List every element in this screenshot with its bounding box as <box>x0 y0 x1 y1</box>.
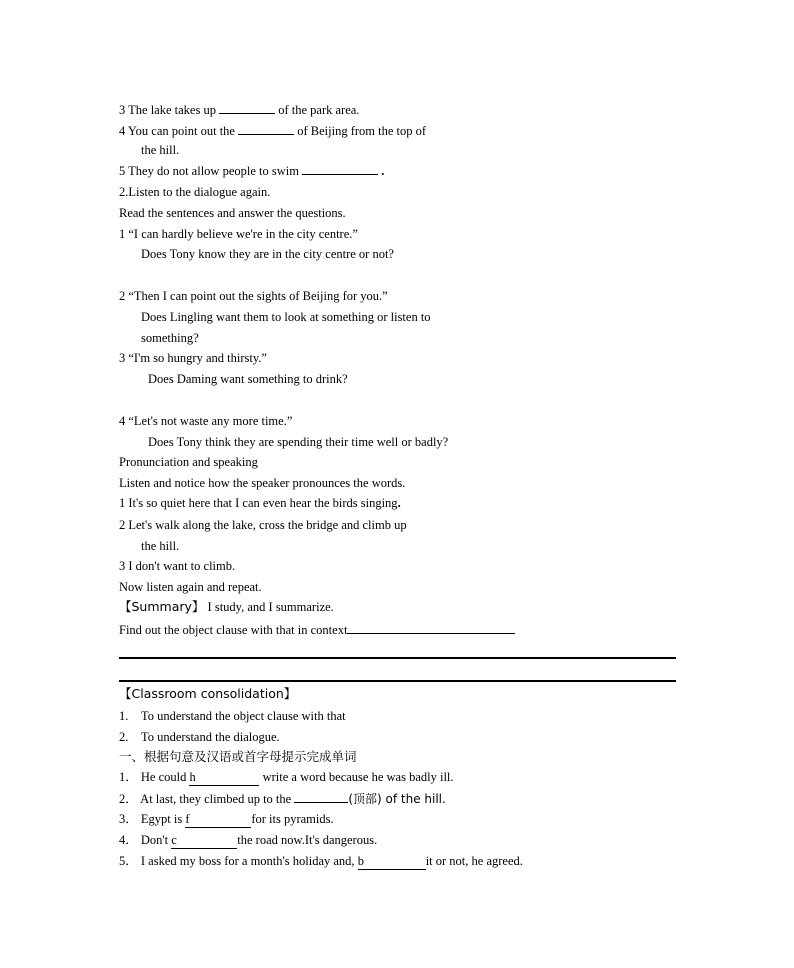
question-4-ask: Does Tony think they are spending their time well or badly? <box>148 435 449 449</box>
objective-2-text: To understand the dialogue. <box>141 730 280 744</box>
fill-word-5-text-b: it or not, he agreed. <box>425 854 523 868</box>
fill-word-1-text-b: write a word because he was badly ill. <box>262 770 454 784</box>
question-2-ask-cont: something? <box>141 331 199 345</box>
answer-blank[interactable] <box>294 790 348 803</box>
summary-text: I study, and I summarize. <box>207 600 334 614</box>
repeat-instruction: Now listen again and repeat. <box>119 580 262 594</box>
exercise-item-5 <box>119 162 384 179</box>
pronunciation-sentence-2: 2 Let's walk along the lake, cross the bridge and climb up <box>119 518 407 532</box>
sentence-1-text: 1 It's so quiet here that I can even hear the birds singing <box>119 496 398 510</box>
pronunciation-sentence-2-cont: the hill. <box>141 539 180 553</box>
consolidation-heading <box>119 686 296 702</box>
exercise-item-3 <box>119 101 359 118</box>
objective-2 <box>119 729 280 745</box>
fill-word-3 <box>119 811 334 828</box>
pronunciation-instruction: Listen and notice how the speaker pronounces the words. <box>119 476 406 490</box>
objective-1-number: 1. <box>119 709 129 723</box>
summary-line <box>119 599 334 615</box>
question-3: 3 “I'm so hungry and thirsty.” <box>119 351 267 365</box>
question-1: 1 “I can hardly believe we're in the city centre.” <box>119 227 358 241</box>
answer-blank[interactable] <box>171 832 237 849</box>
question-4: 4 “Let's not waste any more time.” <box>119 414 293 428</box>
summary-find-line <box>119 621 515 638</box>
pronunciation-heading: Pronunciation and speaking <box>119 455 258 469</box>
divider-rule-2 <box>119 680 676 682</box>
fill-word-4-text-a: 4． Don't <box>119 833 169 847</box>
item-4-text-b: of Beijing from the top of <box>297 124 427 138</box>
question-1-ask: Does Tony know they are in the city centre or not? <box>141 247 394 261</box>
answer-blank[interactable] <box>185 811 251 828</box>
item-4-text-a: 4 You can point out the <box>119 124 235 138</box>
fill-word-1 <box>119 769 454 786</box>
fill-word-3-text-b: for its pyramids. <box>251 812 334 826</box>
hint-letter: b <box>357 854 364 868</box>
answer-blank[interactable] <box>302 162 378 175</box>
hint-letter: f <box>185 812 190 826</box>
objective-1 <box>119 708 346 724</box>
item-3-text-a: 3 The lake takes up <box>119 103 216 117</box>
item-5-period: . <box>381 164 385 178</box>
objective-2-number: 2. <box>119 730 129 744</box>
fill-word-4 <box>119 832 377 849</box>
hint-letter: c <box>171 833 177 847</box>
answer-blank[interactable] <box>189 769 259 786</box>
pronunciation-sentence-3: 3 I don't want to climb. <box>119 559 236 573</box>
item-3-text-b: of the park area. <box>278 103 360 117</box>
answer-blank[interactable] <box>219 101 275 114</box>
answer-blank[interactable] <box>358 853 426 870</box>
fill-word-5 <box>119 853 523 870</box>
section-heading-listen: 2.Listen to the dialogue again. <box>119 185 271 199</box>
summary-tag: 【Summary】 <box>119 599 205 614</box>
fill-word-1-text-a: 1． He could <box>119 770 187 784</box>
question-2: 2 “Then I can point out the sights of Beijing for you.” <box>119 289 388 303</box>
question-2-ask: Does Lingling want them to look at something or listen to <box>141 310 431 324</box>
fill-word-5-text-a: 5． I asked my boss for a month's holiday and, <box>119 854 355 868</box>
item-4-continuation: the hill. <box>141 143 180 157</box>
question-3-ask: Does Daming want something to drink? <box>148 372 348 386</box>
fill-word-2-text-a: 2． At last, they climbed up to the <box>119 792 292 806</box>
fill-word-4-text-b: the road now.It's dangerous. <box>237 833 378 847</box>
consolidation-heading-text: 【Classroom consolidation】 <box>119 686 297 701</box>
objective-1-text: To understand the object clause with that <box>141 709 346 723</box>
item-5-text-a: 5 They do not allow people to swim <box>119 164 299 178</box>
fill-word-3-text-a: 3． Egypt is <box>119 812 183 826</box>
exercise-section-heading: 一、根据句意及汉语或首字母提示完成单词 <box>119 749 357 764</box>
answer-blank[interactable] <box>238 122 294 135</box>
hint-letter: h <box>189 770 196 784</box>
sentence-1-period: . <box>397 496 401 510</box>
exercise-item-4 <box>119 122 426 139</box>
fill-word-2-text-b: (顶部) of the hill. <box>348 792 446 806</box>
section-instruction: Read the sentences and answer the questions. <box>119 206 346 220</box>
fill-word-2 <box>119 790 446 807</box>
answer-blank[interactable] <box>347 621 515 634</box>
pronunciation-sentence-1 <box>119 495 401 511</box>
divider-rule-1 <box>119 657 676 659</box>
summary-find-text: Find out the object clause with that in context <box>119 623 348 637</box>
